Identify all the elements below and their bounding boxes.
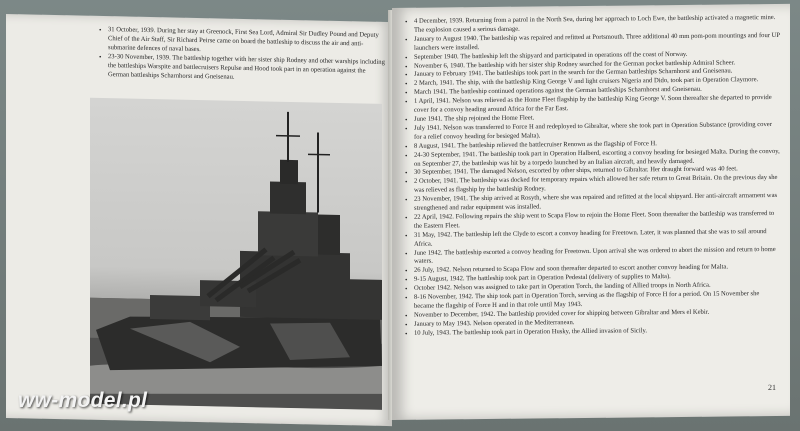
right-entry-list bbox=[404, 14, 780, 339]
chronology-entry: • June 1942. The battleship escorted a convoy heading for Freetown. Upon arrival she was ordered to abort the mission and return to home waters. bbox=[404, 245, 780, 267]
chronology-entry: • November 6, 1940. The battleship with her sister ship Rodney searched for the German pocket battleship Admiral Scheer. bbox=[404, 58, 780, 71]
chronology-entry: • 31 May, 1942. The battleship left the Clyde to escort a convoy heading for Freetown. Later, it was planned that she was to sail around Africa. bbox=[404, 228, 780, 250]
chronology-entry: • 30 September, 1941. The damaged Nelson, escorted by other ships, returned to Gibraltar. Her draught forward was 40 feet. bbox=[404, 165, 780, 178]
chronology-entry: • January to May 1943. Nelson operated in the Mediterranean. bbox=[404, 317, 780, 330]
chronology-entry: • October 1942. Nelson was assigned to take part in Operation Torch, the landing of Allied troops in North Africa. bbox=[404, 281, 780, 294]
chronology-entry: • 9-15 August, 1942. The battleship took part in Operation Pedestal (delivery of supplies to Malta). bbox=[404, 272, 780, 285]
chronology-entry: • January to February 1941. The battleships took part in the search for the German battleships Scharnhorst and Gneisenau. bbox=[404, 67, 780, 80]
left-page bbox=[6, 14, 392, 426]
left-entry-list bbox=[98, 26, 386, 85]
chronology-entry: • 22 April, 1942. Following repairs the ship went to Scapa Flow to rejoin the Home Fleet. Soon thereafter the battleship was transferred to the Eastern Fleet. bbox=[404, 210, 780, 232]
right-page bbox=[392, 4, 790, 420]
chronology-entry: • 8-16 November, 1942. The ship took part in Operation Torch, serving as the flagship of Force H for a period. On 15 November she became the flagship of Force H and in that role until May 1943. bbox=[404, 290, 780, 312]
chronology-entry: • June 1941. The ship rejoined the Home Fleet. bbox=[404, 112, 780, 125]
right-page-text bbox=[404, 14, 780, 339]
left-page-text bbox=[98, 26, 386, 85]
chronology-entry: • January to August 1940. The battleship was repaired and refitted at Portsmouth. Three additional 40 mm pom-pom mountings and four UP launchers were installed. bbox=[404, 32, 780, 54]
watermark-logo: ww-model.pl bbox=[18, 389, 148, 412]
chronology-entry: • 1 April, 1941. Nelson was relieved as the Home Fleet flagship by the battleship King George V. Soon thereafter she departed to provide cover for a convoy heading around Africa for the Far East. bbox=[404, 94, 780, 116]
chronology-entry: • September 1940. The battleship left the shipyard and participated in operations off the coast of Norway. bbox=[404, 50, 780, 63]
chronology-entry: • July 1941. Nelson was transferred to Force H and redeployed to Gibraltar, where she took part in Operation Substance (providing cover for a relief convoy heading for besieged Malta). bbox=[404, 121, 780, 143]
chronology-entry: • March 1941. The battleship continued operations against the German battleships Scharnhorst and Gneisenau. bbox=[404, 85, 780, 98]
chronology-entry: • 31 October, 1939. During her stay at Greenock, First Sea Lord, Admiral Sir Dudley Pound and Deputy Chief of the Air Staff, Sir Richard Peirse came on board the battleship to discuss the air and anti-submarine defences of naval bases. bbox=[98, 26, 386, 59]
chronology-entry: • November to December, 1942. The battleship provided cover for shipping between Gibraltar and Mers el Kebir. bbox=[404, 308, 780, 321]
chronology-entry: • 23-30 November, 1939. The battleship together with her sister ship Rodney and other warships including the battleships Warspite and battlecruisers Repulse and Hood took part in an operation against the German battleships Scharnhorst and Gneisenau. bbox=[98, 53, 386, 86]
chronology-entry: • 26 July, 1942. Nelson returned to Scapa Flow and soon thereafter departed to escort another convoy heading for Malta. bbox=[404, 263, 780, 276]
chronology-entry: • 24-30 September, 1941. The battleship took part in Operation Halberd, escorting a convoy heading for besieged Malta. During the convoy, on September 27, the battleship was hit by a torpedo launched by an Italian aircraft, and heavily damaged. bbox=[404, 148, 780, 170]
battleship-illustration bbox=[90, 98, 382, 410]
page-number: 21 bbox=[768, 382, 776, 393]
chronology-entry: • 2 October, 1941. The battleship was docked for temporary repairs which allowed her safe return to Great Britain. On the previous day she was relieved as flagship by the battleship Rodney. bbox=[404, 174, 780, 196]
battleship-photo bbox=[90, 98, 382, 410]
chronology-entry: • 23 November, 1941. The ship arrived at Rosyth, where she was repaired and refitted at the local shipyard. Her anti-aircraft armament was strengthened and radar equipment was installed. bbox=[404, 192, 780, 214]
chronology-entry: • 10 July, 1943. The battleship took part in Operation Husky, the Allied invasion of Sicily. bbox=[404, 326, 780, 339]
chronology-entry: • 4 December, 1939. Returning from a patrol in the North Sea, during her approach to Loch Ewe, the battleship activated a magnetic mine. The explosion caused a serious damage. bbox=[404, 14, 780, 36]
chronology-entry: • 8 August, 1941. The battleship relieved the battlecruiser Renown as the flagship of Force H. bbox=[404, 139, 780, 152]
chronology-entry: • 2 March, 1941. The ship, with the battleship King George V and light cruisers Nigeria and Dido, took part in Operation Claymore. bbox=[404, 76, 780, 89]
